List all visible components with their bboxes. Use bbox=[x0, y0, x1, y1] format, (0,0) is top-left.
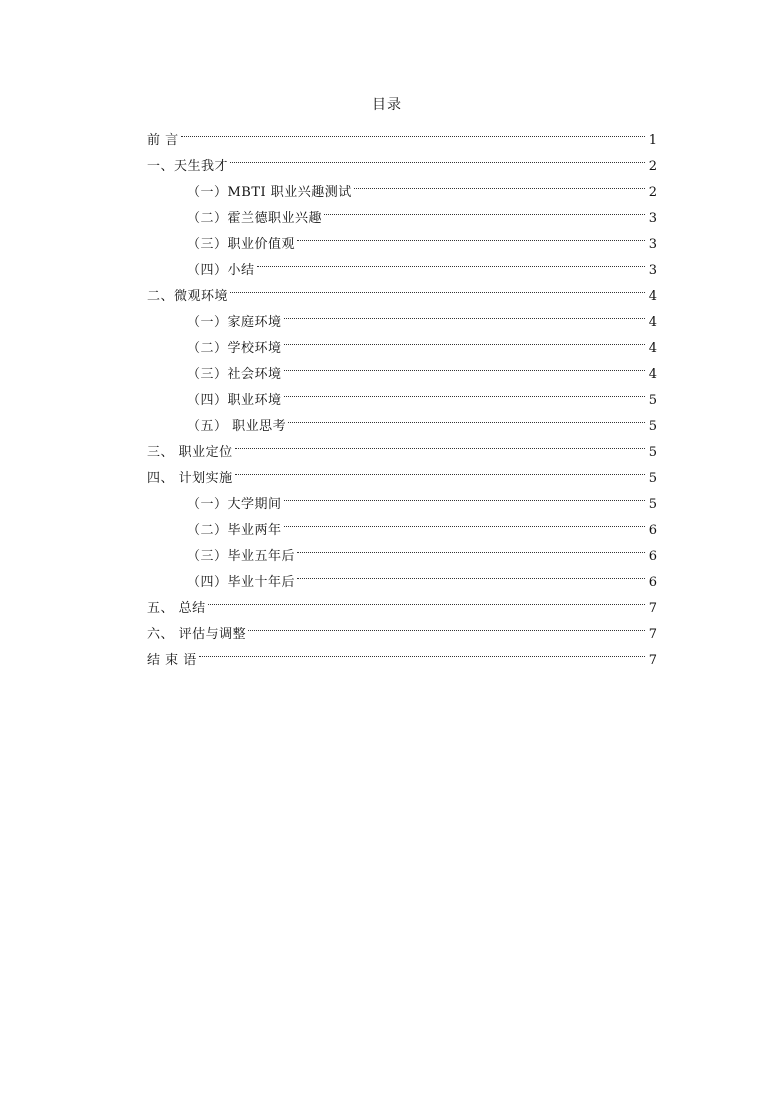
toc-leader-dots bbox=[297, 222, 645, 248]
toc-entry-text: 一、天生我才 bbox=[147, 159, 229, 174]
toc-entry-text: （四）职业环境 bbox=[187, 393, 282, 408]
toc-leader-dots bbox=[248, 612, 645, 638]
toc-leader-dots bbox=[284, 326, 645, 352]
toc-entry-page-number: 5 bbox=[648, 471, 657, 486]
toc-entry-text: 六、 评估与调整 bbox=[147, 627, 247, 642]
toc-leader-dots bbox=[230, 144, 645, 170]
toc-entry-page-number: 6 bbox=[648, 549, 657, 564]
toc-entry-text: （四）小结 bbox=[187, 263, 255, 278]
toc-entry-page-number: 2 bbox=[648, 185, 657, 200]
toc-entry-page-number: 3 bbox=[648, 237, 657, 252]
toc-entry-page-number: 2 bbox=[648, 159, 657, 174]
toc-entry[interactable] bbox=[147, 638, 657, 668]
toc-entry-page-number: 4 bbox=[648, 367, 657, 382]
toc-entry-text: （三）毕业五年后 bbox=[187, 549, 296, 564]
toc-entry-page-number: 3 bbox=[648, 211, 657, 226]
toc-entry[interactable] bbox=[147, 612, 657, 642]
toc-leader-dots bbox=[284, 378, 645, 404]
toc-entry-page-number: 5 bbox=[648, 419, 657, 434]
toc-entry-text: （二）学校环境 bbox=[187, 341, 282, 356]
toc-leader-dots bbox=[288, 404, 645, 430]
toc-entry-text: （一）大学期间 bbox=[187, 497, 282, 512]
toc-leader-dots bbox=[208, 586, 645, 612]
toc-leader-dots bbox=[297, 560, 645, 586]
toc-title: 目录 bbox=[372, 97, 402, 113]
toc-entry-text: 前 言 bbox=[147, 133, 179, 148]
toc-entry-page-number: 4 bbox=[648, 315, 657, 330]
toc-entry-page-number: 5 bbox=[648, 497, 657, 512]
toc-leader-dots bbox=[284, 482, 645, 508]
toc-entry-text: （二）毕业两年 bbox=[187, 523, 282, 538]
toc-entry[interactable] bbox=[147, 118, 657, 148]
toc-entry-page-number: 7 bbox=[648, 601, 657, 616]
toc-leader-dots bbox=[284, 508, 645, 534]
toc-entry-page-number: 1 bbox=[648, 133, 657, 148]
toc-entry-page-number: 6 bbox=[648, 575, 657, 590]
toc-entry-page-number: 4 bbox=[648, 289, 657, 304]
toc-entry-page-number: 5 bbox=[648, 393, 657, 408]
toc-entry[interactable] bbox=[147, 586, 657, 616]
toc-entry-page-number: 4 bbox=[648, 341, 657, 356]
toc-entry-text: （三）职业价值观 bbox=[187, 237, 296, 252]
toc-entry-text: 二、微观环境 bbox=[147, 289, 229, 304]
toc-entry[interactable] bbox=[147, 144, 657, 174]
toc-leader-dots bbox=[354, 170, 645, 196]
toc-entry-text: 三、 职业定位 bbox=[147, 445, 233, 460]
toc-leader-dots bbox=[297, 534, 645, 560]
toc-leader-dots bbox=[324, 196, 645, 222]
toc-entry-page-number: 7 bbox=[648, 653, 657, 668]
toc-entry-text: 结 束 语 bbox=[147, 653, 197, 668]
toc-leader-dots bbox=[235, 430, 645, 456]
toc-leader-dots bbox=[230, 274, 645, 300]
toc-entry-page-number: 3 bbox=[648, 263, 657, 278]
toc-entry-text: （四）毕业十年后 bbox=[187, 575, 296, 590]
toc-entry-page-number: 6 bbox=[648, 523, 657, 538]
toc-entry-page-number: 7 bbox=[648, 627, 657, 642]
toc-entry-page-number: 5 bbox=[648, 445, 657, 460]
toc-leader-dots bbox=[284, 300, 645, 326]
table-of-contents bbox=[147, 118, 657, 668]
toc-entry-text: （五） 职业思考 bbox=[187, 419, 287, 434]
toc-leader-dots bbox=[181, 118, 645, 144]
toc-leader-dots bbox=[257, 248, 645, 274]
toc-entry-text: （一）家庭环境 bbox=[187, 315, 282, 330]
toc-entry-text: （一）MBTI 职业兴趣测试 bbox=[187, 185, 352, 200]
toc-entry-text: （二）霍兰德职业兴趣 bbox=[187, 211, 323, 226]
toc-entry-text: （三）社会环境 bbox=[187, 367, 282, 382]
toc-leader-dots bbox=[199, 638, 645, 664]
toc-leader-dots bbox=[284, 352, 645, 378]
toc-entry-text: 四、 计划实施 bbox=[147, 471, 233, 486]
toc-leader-dots bbox=[235, 456, 645, 482]
toc-entry-text: 五、 总结 bbox=[147, 601, 206, 616]
